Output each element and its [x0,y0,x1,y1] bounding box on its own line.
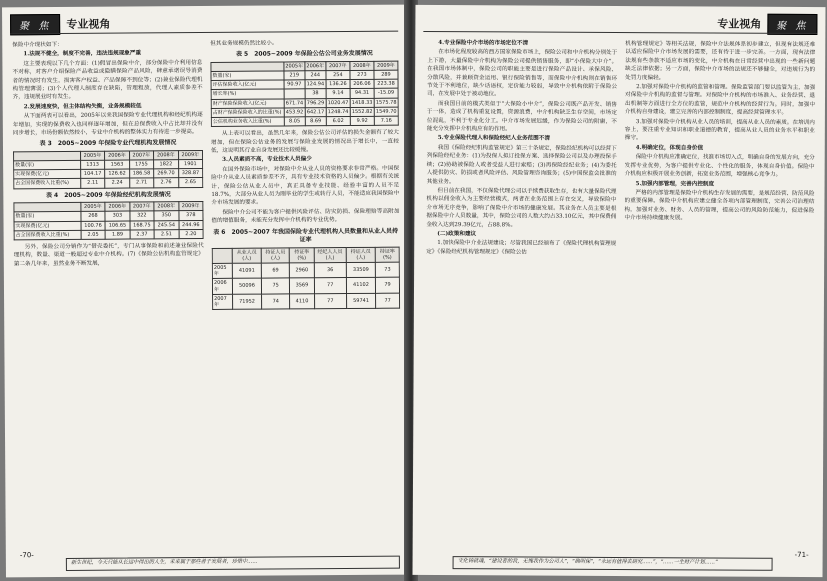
table-header-cell [212,248,232,264]
table-cell: 数量(家) [14,160,81,170]
table-header-cell: 持证人员(人) [261,247,289,263]
paragraph: 在国外保险市场中，对保险中介从业人员的资格要求非常严格。中国保险中介从业人员素质参差不齐，具有专业技术资格的人员偏少。根据有关统计，保险公估从业人员中，真正具备专业技能、经验丰富的人员不足18.7%，大部分从业人员为刚毕业的学生或转行人员，不能适应我国保险中介市场发展的要求。 [211,165,400,207]
table-cell: 69 [261,263,289,279]
table-cell: 2.05 [81,230,106,239]
table-cell: 79 [376,277,400,293]
table-cell: 33509 [346,262,375,278]
page-number: -70- [19,551,34,560]
table-cell: 378 [178,211,203,220]
table-cell: 269.70 [154,169,179,178]
table-cell: 1248.74 [327,108,349,115]
paragraph: 4.明确定位，体现自身价值 [635,144,704,152]
table-header-cell: 2009年 [178,150,203,159]
paragraph: 2.加强对保险中介机构的监管和管理。保险监管部门要以监管为主，加强对保险中介机构的监督与管理。对保险中介机构的市场准入、业务经营、退出机制等方面进行全方位的监管，规范中介机构的经营行为。同时，加强中介机构自身建设，建立完善的内部控制制度，提高经营管理水平。 [624,84,816,117]
table-3 [13,150,203,189]
table-cell: 1575.78 [375,99,397,106]
header-tag: 聚 焦 [767,13,817,34]
table-cell: 财产保险保险收入(亿元) [211,99,284,109]
paragraph: 严格的内部管理是保险中介机构生存发展的需要，是规范经营、防范风险的重要保障。保险中介机构应建立健全各项内部管理制度，完善公司治理结构，加强对业务、财务、人员的管理，提高公司的风险防范能力，促进保险中介市场持续健康发展。 [624,189,815,222]
table-cell: 实现保费(亿元) [14,221,81,231]
paragraph: 5.加强内部管理，完善内控制度 [635,180,715,187]
paragraph: 保险中介机构应准确定位，找准市场切入点，明确自身的发展方向，充分发挥专业优势，为客户提供专业化、个性化的服务，体现自身价值。保险中介机构应积极开展业务创新，拓宽业务范围，增强核心竞争力。 [624,154,815,178]
table-header-cell: 2007年 [326,61,350,70]
table-5 [210,60,398,127]
table-header-cell: 2006年 [105,202,130,211]
paragraph: 但其业务规模仍然比较小。 [210,40,278,47]
table-cell: 数量(家) [14,212,81,222]
table-header-cell: 2008年 [154,202,179,211]
left-page-column-2 [210,39,401,520]
table-header-row [212,247,399,264]
table-cell: 328.87 [178,169,203,178]
table-4 [13,201,203,240]
table-header-cell: 2008年 [350,61,374,70]
table-header-cell [14,202,81,212]
right-page-column-1 [425,39,618,520]
paragraph: 从上表可以看出，虽然几年来，保险公估公司评估的损失金额有了较大增加，但在保险公估业务的发展与保险业发展的情况出于增长中，一直较低，这说明其行业自身发展还比较缓慢。 [210,129,399,155]
table-caption: 表 6 2005~2007 年我国保险专业代理机构人员数量和从业人员持证率 [213,227,398,244]
table-cell: 3569 [290,278,315,294]
table-cell: 796.29 [306,99,325,106]
paragraph: 但目前在我国，不仅保险代理公司以手续费获取生存，也有大量保险代理机构以佣金收入为主要经营模式，两者在业务范围上存在交叉，导致保险中介市场无序竞争，影响了保险中介市场的健康发展。其业务在人员主要是根据保险中介人员数量，其中，保险公司的人数大约占33.10亿元，其中保费佣金收入达到29.39亿元，占88.8%。 [426,187,617,228]
paragraph: 5.专业保险代理人和保险经纪人业务范围不清 [437,135,550,143]
table-cell: 303 [105,211,130,220]
table-cell: 254 [326,71,350,80]
table-cell: 评估保险收入(亿元) [211,80,284,90]
table-cell: 223.38 [374,79,398,88]
table-row [213,293,400,310]
table-cell: 增长率(%) [211,89,284,99]
table-cell: 59741 [346,293,375,309]
table-cell: 1.89 [105,230,130,239]
table-cell: 289 [374,70,398,79]
table-cell [284,89,305,98]
table-cell: 1563 [105,160,130,169]
table-cell: 77 [376,293,400,309]
left-page-header [10,15,116,34]
table-header-cell [211,62,284,72]
table-cell: 实现保费(亿元) [14,170,81,180]
table-cell: 77 [314,278,346,294]
table-cell: 2.24 [105,179,130,188]
table-6 [212,246,400,310]
table-cell: 322 [130,211,155,220]
left-page [2,5,410,578]
table-cell: -15.09 [374,89,398,98]
table-row [212,277,399,294]
table-cell: 2.76 [154,178,179,187]
table-cell: 2.71 [129,178,154,187]
header-title: 专业视角 [717,17,762,31]
table-header-cell: 2005年 [81,202,106,211]
table-cell: 219 [284,71,305,80]
table-cell: 77 [314,293,346,309]
page-number: -71- [794,550,809,559]
paragraph: 在市场化程度较高的西方国家保险市场上，保险公司和中介机构分别处于上下游，大量保险中介机构为保险公司提供销售服务，即“小保险大中介”。在我国市场体制中，保险公司的职能主要是进行保险产品设计、承保风险、分散风险，并兼顾资金运用、银行保险销售等，而保险中介机构则在销售环节处于不利地位，缺少话语权，定价能力较弱，导致中介机构依附于保险公司，在发展中处于被动地位。 [427,49,618,98]
table-cell: 273 [350,70,374,79]
table-cell: 244.96 [179,220,204,229]
table-cell: 268 [81,211,106,220]
table-cell: 2005年 [212,263,232,279]
table-header-cell [14,151,81,161]
table-cell: 7.16 [374,116,398,125]
table-cell: 453.92 [285,109,304,116]
table-header-cell: 2006年 [105,151,130,160]
paragraph: 保险中介现状如下： [12,41,63,49]
table-header-cell: 2009年 [374,61,398,70]
table-header-cell: 2005年 [285,63,304,70]
table-cell: 2.37 [130,230,155,239]
paragraph: 3.人员素质不高，专业技术人员偏少 [222,156,312,164]
table-cell: 1552.82 [351,108,373,115]
paragraph: 另外，保险公司分销作为“借壳委托”，专门从事保险和前述兼业保险代理机构，数量、渠道一般超过专业中介机构。(7)《保险公估机构监管规定》第二条几年来，虽然业务不断发展， [13,242,204,268]
table-cell: 136.26 [326,80,350,89]
right-page [413,5,826,577]
table-cell: 数量(家) [211,71,284,81]
table-cell: 124.94 [306,81,325,88]
footer-quote: 文化铸就魂，“建设者的我，无愧我作为公司人”，“确明保”，“永远有值得去研究……”，“……一生财产计划……” [453,556,773,571]
paragraph: 而我国目前的模式类似于“大保险小中介”，保险公司既产品开发、销售于一体，造成了机构重复设置，资源浪费，中介机构缺乏生存空间，市场定位混乱，不利于专业化分工。中介市场发展迟缓，作为保险公司的附庸，不能充分发挥中介机构应有的作用。 [426,100,617,133]
table-cell: 168.75 [130,220,155,229]
table-cell: 73 [376,262,400,278]
paragraph: 从下面两表可以看出，2005年以来我国保险专业代理机构和经纪机构逐年增加，实现的保费收入也同样逐年增加，但在总保费收入中占比却并没有同步增长，市场份额依然较小，专业中介机构的整体实力有待进一步提高。 [12,112,203,137]
table-row [212,262,399,279]
table-header-cell: 持证人员(人) [346,247,375,263]
table-cell: 2.20 [179,229,204,238]
table-row [14,178,203,189]
table-cell: 公估机构业务收入比重(%) [211,117,284,127]
table-row [211,116,398,127]
table-cell: 1755 [129,160,154,169]
table-cell: 8.05 [284,117,305,126]
table-header-cell: 2007年 [129,151,154,160]
table-row [14,229,203,240]
table-cell: 1549.70 [375,108,397,115]
table-cell: 100.76 [81,221,106,230]
paragraph: 保险中介公司不能为客户提供风险评估、防灾防损、保险理赔等高附加值的增值服务，未能充分发挥中介机构的专业优势。 [211,208,400,225]
table-cell: 占财产保险保险收入的比重(%) [211,108,284,118]
left-page-column-1 [12,40,205,521]
table-cell: 41102 [346,278,375,294]
table-cell: 2006年 [212,279,232,295]
table-cell: 2.51 [154,229,179,238]
paragraph: 2.发展速度快，但主体结构失衡，业务规模较低 [23,103,142,111]
table-cell: 1418.33 [351,99,373,106]
paragraph: 4.专业保险中介市场的市场定位不清 [438,40,529,47]
right-page-column-2 [623,40,816,521]
table-cell: 94.31 [350,89,374,98]
header-title: 专业视角 [66,17,111,31]
paragraph: 机构管理规定》等相关法规，保险中介法规体系初步建立，但现有法规还难以适应保险中介市场发展的需要，还有待于进一步完善。一方面，现有法律法规有些条款不适应市场的变化，中介机构在日常经营中出现的一些新问题缺乏法律依据；另一方面，保险中介市场的法规还不够健全，对违规行为的处罚力度偏轻。 [625,41,816,81]
table-cell: 占全国保费收入比重(%) [14,179,81,189]
table-caption: 表 4 2005~2009 年保险经纪机构发展情况 [45,190,171,199]
table-cell: 245.54 [154,220,179,229]
table-cell: 71952 [232,294,261,310]
table-cell: 41091 [232,263,261,279]
section-heading: (二)政策和建议 [437,230,477,238]
table-cell: 9.92 [350,116,374,125]
table-header-cell: 2007年 [130,202,155,211]
header-tag: 聚 焦 [10,14,60,35]
footer-quote: 新生世纪，今天只能从长远中得出的人生，未来属于那些善于发展者，珍惜中…… [66,556,400,571]
table-cell: 350 [154,211,179,220]
right-page-header [711,14,817,33]
table-caption: 表 5 2005~2009 年保险公估公司业务发展情况 [235,50,373,59]
table-cell: 1901 [178,160,203,169]
table-cell: 671.74 [285,99,304,107]
paragraph: 3.加强对保险中介机构从业人员的培训，提高从业人员的素质。在培训内容上，要注重专业知识和职业道德的教育，提高从业人员的业务水平和职业操守。 [624,118,815,142]
table-cell: 1020.47 [327,99,349,106]
table-cell: 6.02 [326,117,350,126]
table-header-cell: 持证率(%) [289,247,314,263]
table-cell: 2.11 [80,179,105,188]
table-cell: 2007年 [213,294,233,310]
table-header-cell: 2009年 [178,202,203,211]
table-header-cell: 持证率(%) [375,247,399,263]
table-cell: 106.65 [105,221,130,230]
table-cell: 4110 [290,293,315,309]
table-cell: 244 [305,71,326,80]
table-cell: 126.62 [105,169,130,178]
table-cell: 38 [305,89,326,98]
table-cell: 186.58 [129,169,154,178]
table-cell: 75 [262,278,290,294]
paragraph: 这主要表现以下几个方面：(1)假冒出保险中介，部分保险中介利用信息不对称，对客户介绍保险产品收益或隐瞒保险产品风险，肆意承诺误导消费者的情况时有发生，损害客户权益、产品保障不到位等；(2)兼业保险代理机构管理薄弱；(3)个人代理人制度存在缺陷，管理粗放，代理人素质参差不齐，违规展业时有发生。 [12,59,203,101]
paragraph: 我国《保险经纪机构监管规定》第三十条规定，保险经纪机构可以经营下列保险经纪业务：(1)为投保人拟订投保方案、选择保险公司以及办理投保手续；(2)协助被保险人或者受益人进行索赔；(3)再保险经纪业务；(4)为委托人提供防灾、防损或者风险评估、风险管理咨询服务；(5)中国保监会批准的其他业务。 [426,144,617,185]
table-cell: 9.14 [326,89,350,98]
paragraph: 1.法规不健全，制度不完善，违法违规现象严重 [23,50,142,58]
table-cell: 50096 [232,278,261,294]
table-cell: 8.69 [305,117,326,126]
table-cell: 占全国保费收入比重(%) [14,230,81,240]
table-header-cell: 2008年 [154,151,179,160]
table-cell: 2960 [289,263,314,279]
table-cell: 74 [262,294,290,310]
table-cell: 1313 [80,160,105,169]
table-cell: 104.17 [80,169,105,178]
table-caption: 表 3 2005~2009 年保险专业代理机构发展情况 [39,139,177,148]
table-cell: 206.06 [350,80,374,89]
table-cell: 36 [314,262,346,278]
table-header-cell: 2005年 [80,151,105,160]
table-cell: 2.65 [178,178,203,187]
table-header-cell: 经纪人人员(人) [314,247,346,263]
table-cell: 90.97 [284,80,305,89]
table-header-cell: 2006年 [306,62,325,70]
table-header-cell: 从业人员(人) [232,248,261,264]
table-cell: 1822 [154,160,179,169]
table-cell: 642.17 [306,108,325,116]
paragraph: 1.加快保险中介业法规建设；尽管我国已经颁布了《保险代理机构管理规定》《保险经纪机构管理规定》《保险公估 [426,240,617,256]
